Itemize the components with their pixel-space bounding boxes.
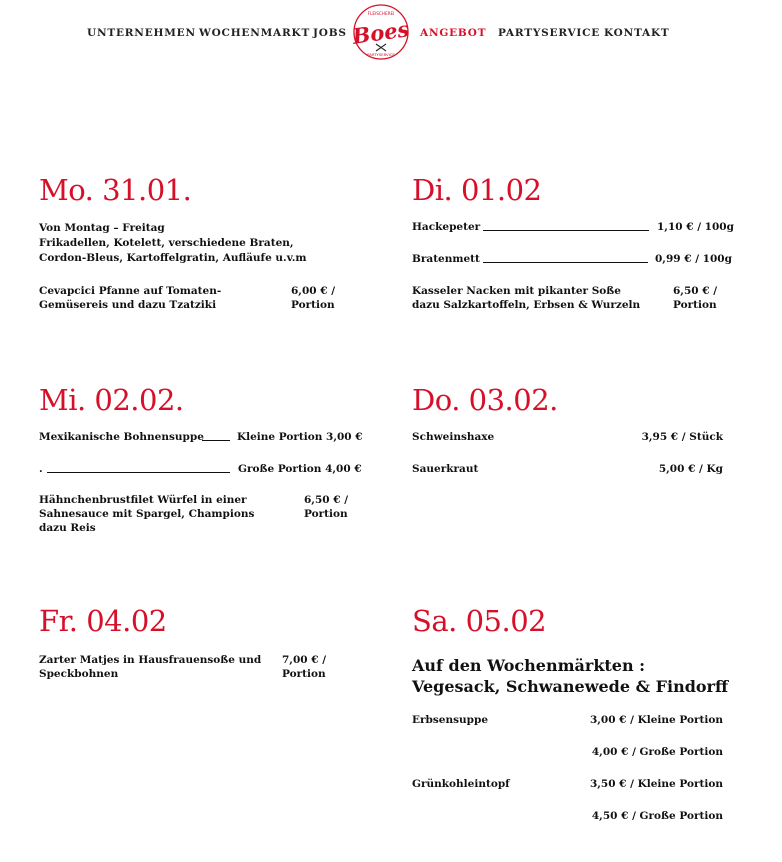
friday-price: 7,00 € / Portion	[282, 654, 327, 680]
day-title: Do. 03.02.	[412, 383, 558, 417]
nav-unternehmen[interactable]: UNTERNEHMEN	[87, 27, 196, 39]
friday-section	[39, 604, 167, 638]
svg-text:Boes: Boes	[351, 16, 411, 49]
menu-item-price: 4,00 € / Große Portion	[591, 746, 723, 758]
menu-item-price: 3,50 € / Kleine Portion	[589, 778, 723, 790]
day-title: Di. 01.02	[412, 173, 542, 207]
tuesday-dish: Kasseler Nacken mit pikanter Soße dazu Salzkartoffeln, Erbsen & Wurzeln	[412, 285, 641, 311]
menu-item-price: Große Portion 4,00 €	[238, 463, 362, 475]
friday-dish: Zarter Matjes in Hausfrauensoße und Speckbohnen	[39, 654, 262, 680]
monday-intro	[39, 221, 329, 266]
menu-item-price: 5,00 € / Kg	[658, 463, 723, 475]
monday-section	[39, 173, 339, 207]
dotted-leader	[47, 472, 230, 473]
menu-item-price: Kleine Portion 3,00 €	[237, 431, 363, 443]
intro-text: Frikadellen, Kotelett, verschiedene Braten, Cordon-Bleus, Kartoffelgratin, Aufläufe u.v.m	[39, 237, 307, 264]
saturday-subtitle: Auf den Wochenmärkten : Vegesack, Schwanewede & Findorff	[412, 656, 729, 696]
monday-dish: Cevapcici Pfanne auf Tomaten-Gemüsereis und dazu Tzatziki	[39, 285, 222, 311]
wednesday-section	[39, 383, 184, 417]
menu-item-price: 3,00 € / Kleine Portion	[589, 714, 723, 726]
menu-item-name: Grünkohleintopf	[412, 778, 510, 790]
logo-graphic	[351, 2, 411, 62]
tuesday-section	[412, 173, 541, 207]
intro-heading: Von Montag – Freitag	[39, 222, 165, 234]
menu-item-name: Schweinshaxe	[412, 431, 495, 443]
boes-logo[interactable]	[351, 2, 411, 62]
monday-price: 6,00 € / Portion	[291, 285, 336, 311]
day-title: Mo. 31.01.	[39, 173, 192, 207]
menu-item-name: .	[39, 463, 43, 475]
top-navigation	[0, 0, 782, 68]
day-title: Fr. 04.02	[39, 604, 167, 638]
day-title: Sa. 05.02	[412, 604, 547, 638]
menu-item-name: Erbsensuppe	[412, 714, 489, 726]
nav-angebot[interactable]: ANGEBOT	[420, 27, 487, 39]
nav-kontakt[interactable]: KONTAKT	[604, 27, 670, 39]
svg-text:PARTYSERVICE: PARTYSERVICE	[367, 52, 395, 57]
nav-partyservice[interactable]: PARTYSERVICE	[498, 27, 601, 39]
menu-item-name: Bratenmett	[412, 253, 480, 265]
dotted-leader	[202, 440, 230, 441]
saturday-section	[412, 604, 546, 638]
menu-item-price: 0,99 € / 100g	[655, 253, 732, 265]
menu-item-name: Hackepeter	[412, 221, 481, 233]
wednesday-dish: Hähnchenbrustfilet Würfel in einer Sahnesauce mit Spargel, Champions dazu Reis	[39, 494, 255, 534]
dotted-leader	[483, 230, 649, 231]
wednesday-price: 6,50 € / Portion	[304, 494, 349, 520]
dotted-leader	[483, 262, 648, 263]
menu-item-price: 4,50 € / Große Portion	[591, 810, 723, 822]
tuesday-price: 6,50 € / Portion	[673, 285, 718, 311]
svg-text:FLEISCHEREI: FLEISCHEREI	[367, 11, 395, 16]
menu-item-price: 1,10 € / 100g	[657, 221, 734, 233]
menu-item-name: Mexikanische Bohnensuppe	[39, 431, 204, 443]
day-title: Mi. 02.02.	[39, 383, 184, 417]
menu-item-name: Sauerkraut	[412, 463, 479, 475]
menu-item-price: 3,95 € / Stück	[641, 431, 723, 443]
nav-wochenmarkt[interactable]: WOCHENMARKT	[199, 27, 311, 39]
nav-jobs[interactable]: JOBS	[313, 27, 347, 39]
thursday-section	[412, 383, 558, 417]
